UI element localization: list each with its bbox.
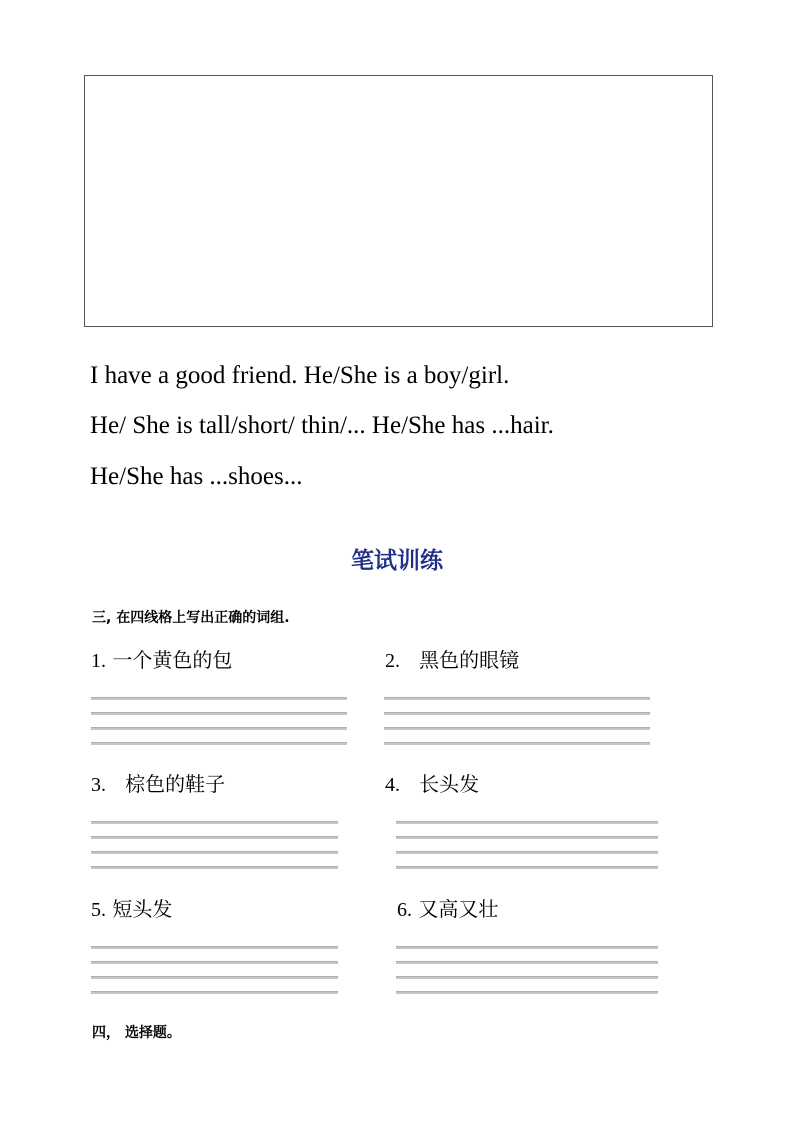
- four-line-grid-3[interactable]: [91, 821, 338, 870]
- item-1-label: [91, 647, 232, 674]
- item-1-number: 1.: [91, 650, 106, 672]
- sentence-3: He/She has ...shoes...: [90, 463, 303, 490]
- item-6-number: 6.: [397, 899, 412, 921]
- item-2-number: 2.: [385, 650, 400, 672]
- drawing-box: [84, 75, 713, 327]
- sentence-2: He/ She is tall/short/ thin/... He/She has ...hair.: [90, 412, 554, 439]
- item-5-text: 短头发: [112, 897, 173, 921]
- item-4-number: 4.: [385, 774, 400, 796]
- item-3-number: 3.: [91, 774, 106, 796]
- item-5-label: [91, 896, 172, 923]
- item-5-number: 5.: [91, 899, 106, 921]
- four-line-grid-1[interactable]: [91, 697, 347, 746]
- item-6-text: 又高又壮: [418, 897, 499, 921]
- item-2-text: 黑色的眼镜: [419, 648, 520, 672]
- four-line-grid-2[interactable]: [384, 697, 650, 746]
- part3-instruction: 三, 在四线格上写出正确的词组.: [92, 610, 290, 626]
- item-3-label: [91, 771, 225, 798]
- section-title: 笔试训练: [351, 548, 443, 574]
- four-line-grid-5[interactable]: [91, 946, 338, 995]
- item-2-label: [385, 647, 519, 674]
- part4-instruction: 四， 选择题。: [92, 1025, 181, 1041]
- item-4-label: [385, 771, 479, 798]
- four-line-grid-6[interactable]: [396, 946, 658, 995]
- item-1-text: 一个黄色的包: [112, 648, 233, 672]
- item-3-text: 棕色的鞋子: [125, 772, 226, 796]
- four-line-grid-4[interactable]: [396, 821, 658, 870]
- item-6-label: [397, 896, 498, 923]
- item-4-text: 长头发: [419, 772, 480, 796]
- sentence-1: I have a good friend. He/She is a boy/girl.: [90, 362, 510, 389]
